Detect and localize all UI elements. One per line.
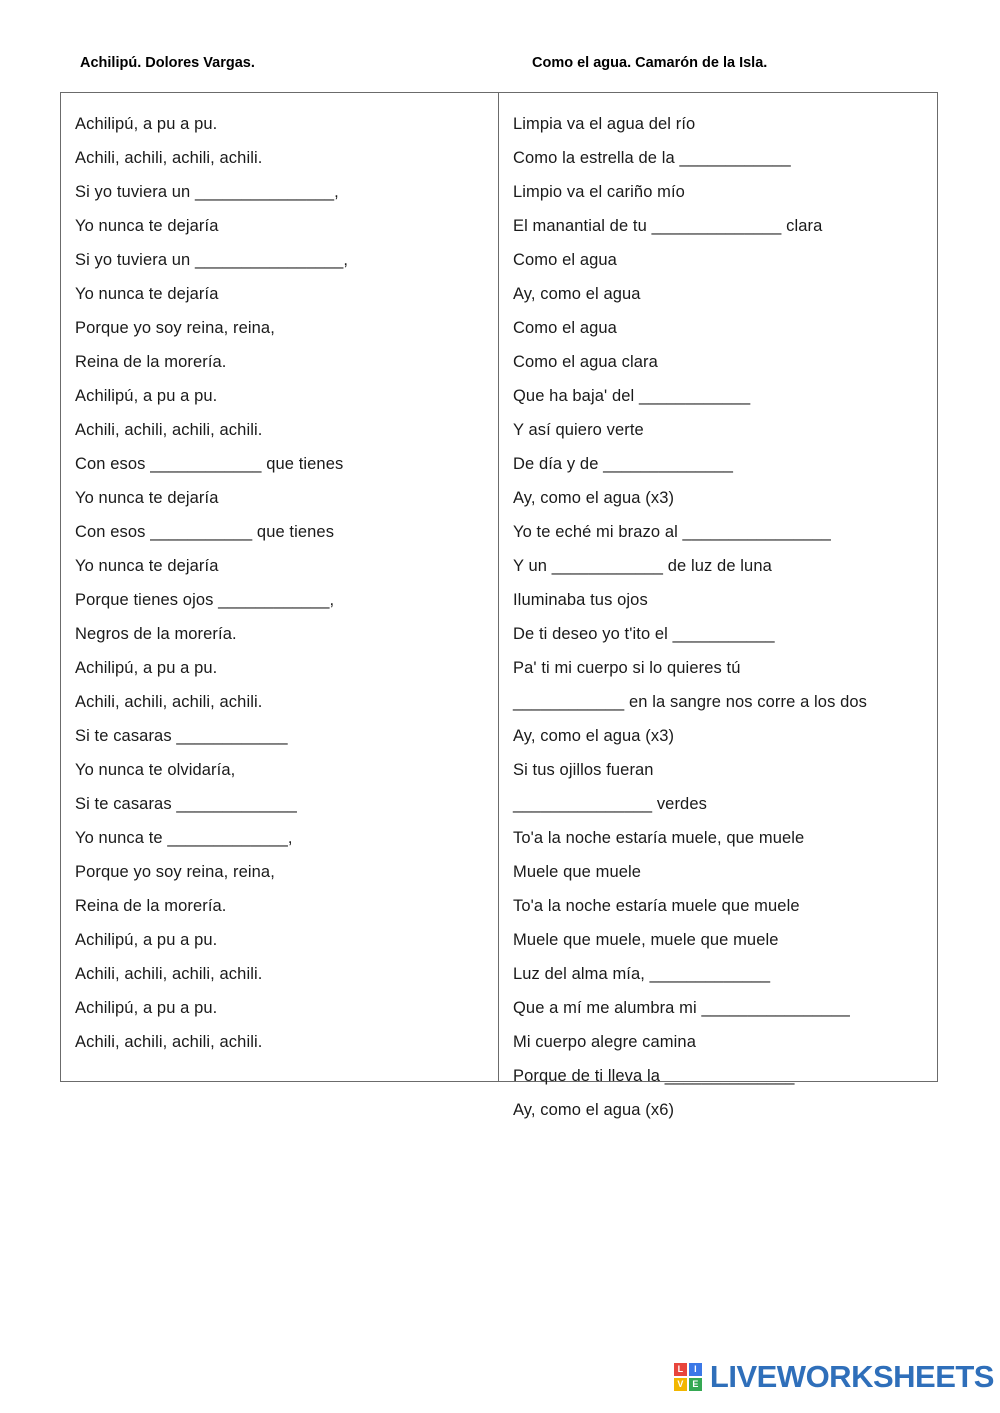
lyric-line-left: Achili, achili, achili, achili. [75, 693, 263, 711]
lyric-line-left: Si te casaras _____________ [75, 795, 297, 813]
lyric-line-left: Reina de la morería. [75, 897, 227, 915]
lyric-line-right: Como el agua [513, 251, 617, 269]
lyric-line-right: To'a la noche estaría muele que muele [513, 897, 800, 915]
lyric-line-right: Pa' ti mi cuerpo si lo quieres tú [513, 659, 741, 677]
lyric-line-left: Yo nunca te olvidaría, [75, 761, 236, 779]
heading-right-song: Como el agua. Camarón de la Isla. [532, 55, 768, 71]
lyric-line-left: Porque yo soy reina, reina, [75, 863, 275, 881]
lyric-line-right: Como el agua [513, 319, 617, 337]
lyric-line-right: Muele que muele [513, 863, 642, 881]
lyric-line-right: Como la estrella de la ____________ [513, 149, 791, 167]
liveworksheets-logo [674, 1359, 994, 1395]
lyric-line-right: El manantial de tu ______________ clara [513, 217, 823, 235]
lyric-line-right: Ay, como el agua (x3) [513, 727, 675, 745]
lyric-line-right: Luz del alma mía, _____________ [513, 965, 771, 983]
lyric-line-right: To'a la noche estaría muele, que muele [513, 829, 805, 847]
lyric-line-right: Muele que muele, muele que muele [513, 931, 779, 949]
lyric-line-left: Achili, achili, achili, achili. [75, 965, 263, 983]
logo-letter-i: I [689, 1363, 702, 1376]
column-headings [60, 55, 940, 85]
lyric-line-right: Ay, como el agua (x3) [513, 489, 675, 507]
lyric-line-left: Con esos ___________ que tienes [75, 523, 335, 541]
lyric-line-left: Porque yo soy reina, reina, [75, 319, 275, 337]
lyric-line-left: Porque tienes ojos ____________, [75, 591, 335, 609]
lyric-line-left: Achilipú, a pu a pu. [75, 999, 218, 1017]
lyric-line-right: Mi cuerpo alegre camina [513, 1033, 696, 1051]
lyric-line-left: Si te casaras ____________ [75, 727, 288, 745]
lyric-line-right: Como el agua clara [513, 353, 658, 371]
lyric-line-right: Ay, como el agua (x6) [513, 1101, 675, 1119]
logo-squares-icon [674, 1363, 702, 1391]
lyric-line-right: De día y de ______________ [513, 455, 734, 473]
lyric-line-right: Limpia va el agua del río [513, 115, 696, 133]
lyric-line-left: Achilipú, a pu a pu. [75, 115, 218, 133]
lyric-line-left: Yo nunca te dejaría [75, 217, 219, 235]
lyric-line-right: Limpio va el cariño mío [513, 183, 685, 201]
lyric-line-right: De ti deseo yo t'ito el ___________ [513, 625, 775, 643]
lyric-line-left: Achili, achili, achili, achili. [75, 421, 263, 439]
lyric-line-left: Con esos ____________ que tienes [75, 455, 344, 473]
lyric-line-left: Achilipú, a pu a pu. [75, 387, 218, 405]
lyric-line-left: Yo nunca te dejaría [75, 489, 219, 507]
lyric-line-right: _______________ verdes [513, 795, 707, 813]
lyric-line-right: Iluminaba tus ojos [513, 591, 648, 609]
lyric-line-right: Si tus ojillos fueran [513, 761, 654, 779]
lyric-line-left: Achilipú, a pu a pu. [75, 931, 218, 949]
lyric-line-left: Negros de la morería. [75, 625, 237, 643]
lyric-line-right: Yo te eché mi brazo al ________________ [513, 523, 831, 541]
lyrics-column-left [61, 93, 499, 1081]
lyric-line-right: Que a mí me alumbra mi ________________ [513, 999, 850, 1017]
lyric-line-left: Si yo tuviera un _______________, [75, 183, 339, 201]
lyric-line-left: Si yo tuviera un ________________, [75, 251, 349, 269]
heading-left-song: Achilipú. Dolores Vargas. [80, 55, 255, 71]
lyric-line-right: ____________ en la sangre nos corre a los dos [513, 693, 868, 711]
lyric-line-right: Ay, como el agua [513, 285, 641, 303]
logo-letter-l: L [674, 1363, 687, 1376]
lyrics-table [60, 92, 938, 1119]
lyric-line-left: Yo nunca te dejaría [75, 285, 219, 303]
lyrics-column-right [499, 93, 937, 1119]
lyric-line-right: Y un ____________ de luz de luna [513, 557, 772, 575]
logo-letter-v: V [674, 1378, 687, 1391]
lyric-line-left: Reina de la morería. [75, 353, 227, 371]
lyric-line-left: Yo nunca te _____________, [75, 829, 293, 847]
logo-letter-e: E [689, 1378, 702, 1391]
lyric-line-right: Que ha baja' del ____________ [513, 387, 751, 405]
lyric-line-left: Yo nunca te dejaría [75, 557, 219, 575]
lyric-line-right: Porque de ti lleva la ______________ [513, 1067, 795, 1085]
lyric-line-left: Achili, achili, achili, achili. [75, 1033, 263, 1051]
lyric-line-right: Y así quiero verte [513, 421, 644, 439]
lyric-line-left: Achilipú, a pu a pu. [75, 659, 218, 677]
logo-wordmark: LIVEWORKSHEETS [709, 1359, 994, 1394]
lyric-line-left: Achili, achili, achili, achili. [75, 149, 263, 167]
